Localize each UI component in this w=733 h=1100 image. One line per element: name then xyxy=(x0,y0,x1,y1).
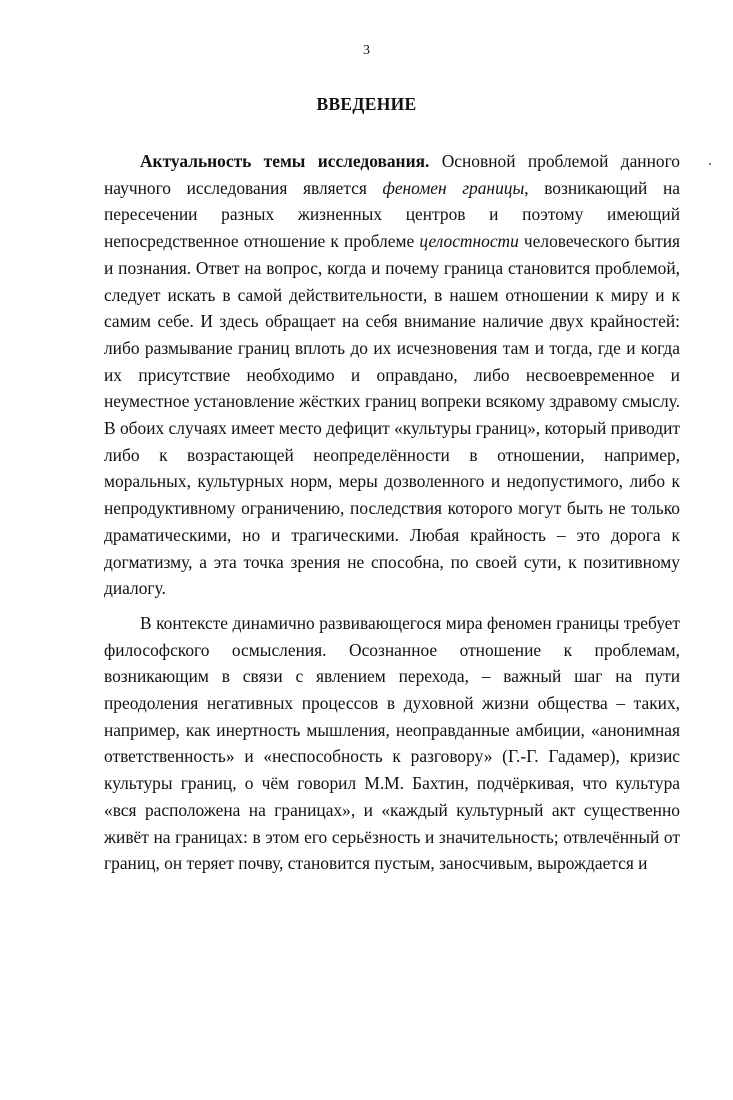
paragraph-context: В контексте динамично развивающегося мира феномен границы требует философского осмысления. Осознанное отношение к проблемам, возникающим в связи с явлением перехода, – важный шаг на пути преодоления негативных процессов в духовной жизни общества – таких, например, как инертность мышления, неоправданные амбиции, «анонимная ответственность» и «неспособность к разговору» (Г.-Г. Гадамер), кризис культуры границ, о чём говорил М.М. Бахтин, подчёркивая, что культура «вся расположена на границах», и «каждый культурный акт существенно живёт на границах: в этом его серьёзность и значительность; отвлечённый от границ, он теряет почву, становится пустым, заносчивым, вырождается и xyxy=(104,612,680,874)
paragraph-text: человеческого бытия и познания. Ответ на вопрос, когда и почему граница становится проблемой, следует искать в самой действительности, в нашем отношении к миру и к самим себе. И здесь обращает на себя внимание наличие двух крайностей: либо размывание границ вплоть до их исчезновения там и тогда, где и когда их присутствие необходимо и оправдано, либо несвоевременное и неуместное установление жёстких границ вопреки всякому здравому смыслу. В обоих случаях имеет место дефицит «культуры границ», который приводит либо к возрастающей неопределённости в отношении, например, моральных, культурных норм, меры дозволенного и недопустимого, либо к непродуктивному ограничению, последствия которого могут быть не только драматическими, но и трагическими. Любая крайность – это дорога к догматизму, а эта точка зрения не способна, по своей сути, к позитивному диалогу. xyxy=(104,231,680,599)
italic-term: целостности xyxy=(419,231,519,252)
italic-term: феномен границы xyxy=(382,177,525,198)
paragraph-text: Основной проблемой данного научного исследования является xyxy=(104,151,680,198)
page-number: 3 xyxy=(363,43,370,58)
lead-bold-phrase: Актуальность темы исследования. xyxy=(140,151,430,171)
paragraph-relevance xyxy=(104,148,680,602)
body-text xyxy=(104,148,680,885)
paragraph-text: , возникающий на пересечении разных жизненных центров и поэтому имеющий непосредственное отношение к проблеме xyxy=(104,177,680,252)
scan-speck xyxy=(709,163,711,165)
section-heading: ВВЕДЕНИЕ xyxy=(316,94,417,114)
